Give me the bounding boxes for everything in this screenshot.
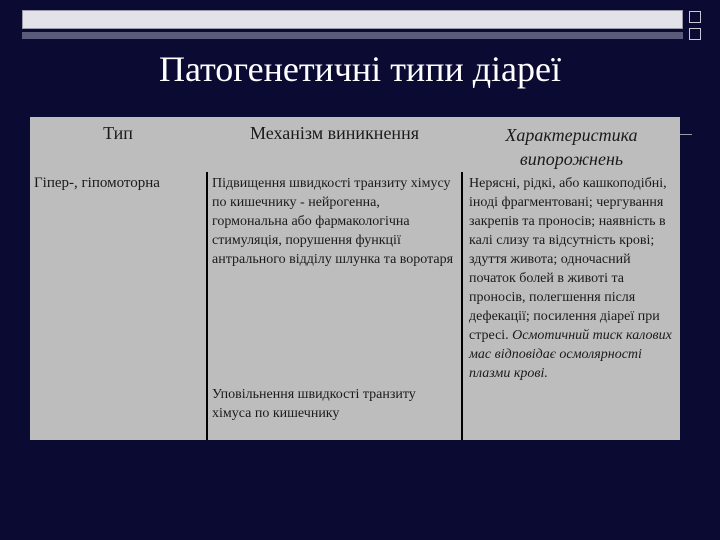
characteristic-normal-text: Нерясні, рідкі, або кашкоподібні, іноді фрагментовані; чергування закрепів та проносів; наявність в калі слизу та відсутність крові; здуття живота; одночасний початок болей в животі та проносів, полегшення після дефекації; посилення діареї при стресі. [469,176,667,343]
header-characteristic-label: Характеристика випорожнень [505,125,638,169]
top-decoration-bar [22,10,683,29]
mechanism-increase-text: Підвищення швидкості транзиту хімусу по кишечнику - нейрогенна, гормональна або фармакологічна стимуляція, порушення функції антрального відділу шлунка та воротаря [212,176,454,267]
corner-square-top [689,11,701,23]
slide-title: Патогенетичні типи діареї [159,49,561,89]
header-cell-type [30,117,206,172]
cell-mechanism [208,172,461,440]
header-edge-line [680,134,692,135]
header-type-label: Тип [103,123,133,143]
header-cell-mechanism [208,117,461,172]
header-mechanism-label: Механізм виникнення [250,123,419,143]
table-header-row [30,117,680,172]
cell-type [30,172,206,440]
corner-square-bottom [689,28,701,40]
mechanism-decrease-text: Уповільнення швидкості транзиту хімуса по кишечнику [212,387,416,421]
diarrhea-types-table [30,117,680,440]
header-cell-characteristic [463,117,680,172]
top-decoration-shadow [22,32,683,39]
type-value: Гіпер-, гіпомоторна [34,175,160,191]
table-row [30,172,680,440]
characteristic-text [469,174,676,383]
cell-characteristic [463,172,680,440]
characteristic-italic-text: Осмотичний тиск калових мас відповідає осмолярності плазми крові. [469,328,672,381]
